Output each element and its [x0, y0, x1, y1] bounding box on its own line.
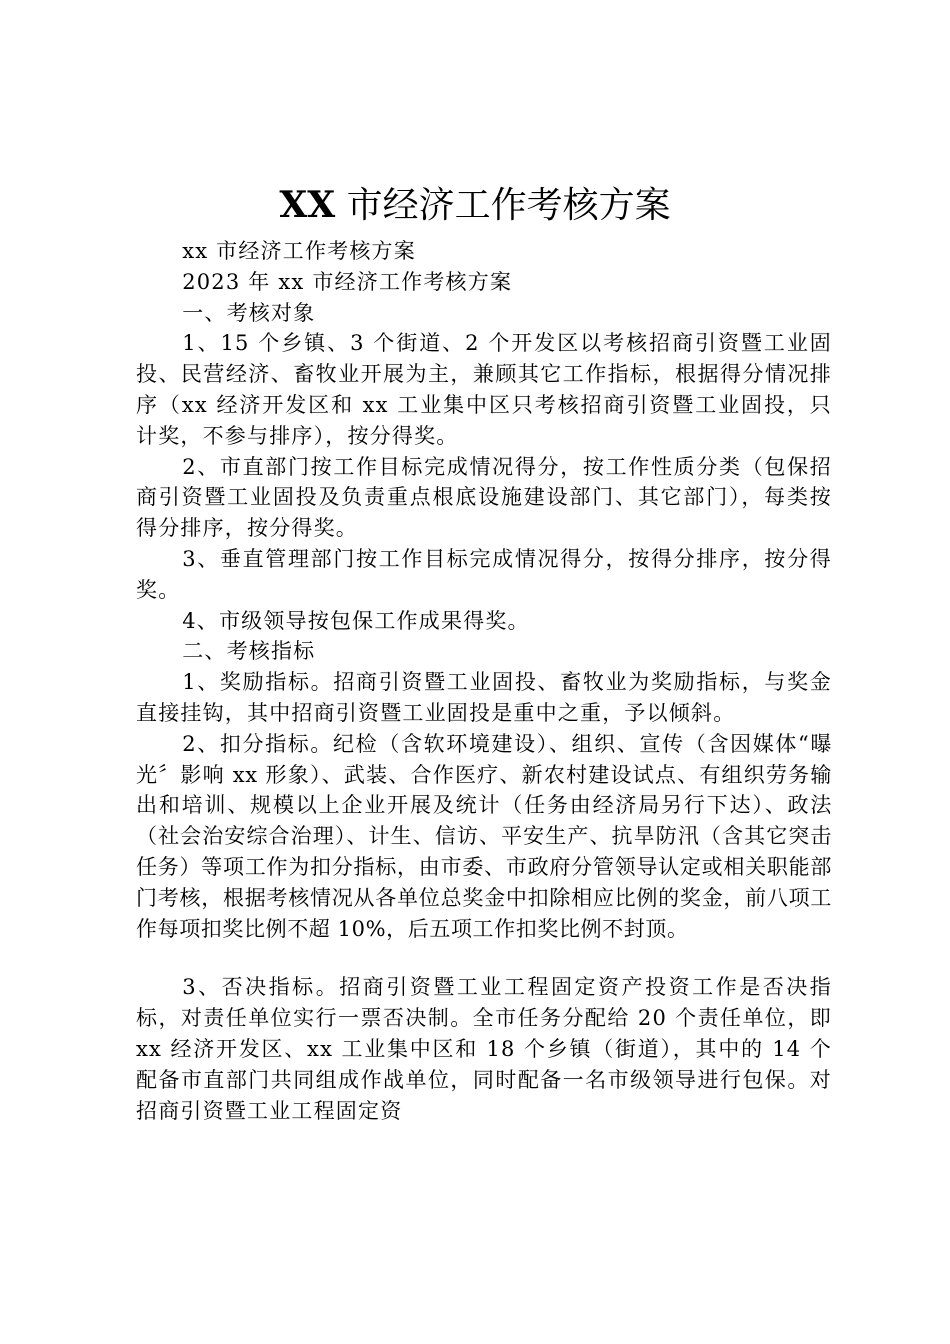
paragraph-4: 4、市级领导按包保工作成果得奖。	[182, 608, 530, 633]
document-title	[0, 180, 950, 231]
paragraph-2: 2、市直部门按工作目标完成情况得分，按工作性质分类（包保招商引资暨工业固投及负责重点根底设施建设部门、其它部门），每类按得分排序，按分得奖。	[136, 454, 832, 541]
section-heading-1: 一、考核对象	[182, 300, 316, 325]
title-rest: 市经济工作考核方案	[346, 185, 671, 226]
subtitle-paragraph: xx 市经济工作考核方案	[182, 239, 416, 263]
paragraph-5: 1、奖励指标。招商引资暨工业固投、畜牧业为奖励指标，与奖金直接挂钩，其中招商引资暨工业固投是重中之重，予以倾斜。	[136, 670, 832, 725]
paragraph-7: 3、否决指标。招商引资暨工业工程固定资产投资工作是否决指标，对责任单位实行一票否决制。全市任务分配给 20 个责任单位，即 xx 经济开发区、xx 工业集中区和 18 个乡镇（街道），其中的 14 个配备市直部门共同组成作战单位，同时配备一名市级领导进行包保。对招商引资暨工业工程固定资	[136, 975, 832, 1123]
paragraph-spacer	[136, 944, 832, 972]
title-prefix: XX	[279, 184, 336, 226]
document-body	[136, 236, 832, 1126]
paragraph-1: 1、15 个乡镇、3 个街道、2 个开发区以考核招商引资暨工业固投、民营经济、畜牧业开展为主，兼顾其它工作指标，根据得分情况排序（xx 经济开发区和 xx 工业集中区只考核招商引资暨工业固投，只计奖，不参与排序），按分得奖。	[136, 331, 832, 448]
paragraph-3: 3、垂直管理部门按工作目标完成情况得分，按得分排序，按分得奖。	[136, 546, 832, 602]
paragraph-6: 2、扣分指标。纪检（含软环境建设）、组织、宣传（含因媒体“曝光〞影响 xx 形象）、武装、合作医疗、新农村建设试点、有组织劳务输出和培训、规模以上企业开展及统计（任务由经济局另行下达）、政法（社会治安综合治理）、计生、信访、平安生产、抗旱防汛（含其它突击任务）等项工作为扣分指标，由市委、市政府分管领导认定或相关职能部门考核，根据考核情况从各单位总奖金中扣除相应比例的奖金，前八项工作每项扣奖比例不超 10%，后五项工作扣奖比例不封顶。	[136, 731, 832, 941]
section-heading-2: 二、考核指标	[182, 639, 316, 664]
year-subtitle-paragraph: 2023 年 xx 市经济工作考核方案	[182, 269, 513, 294]
